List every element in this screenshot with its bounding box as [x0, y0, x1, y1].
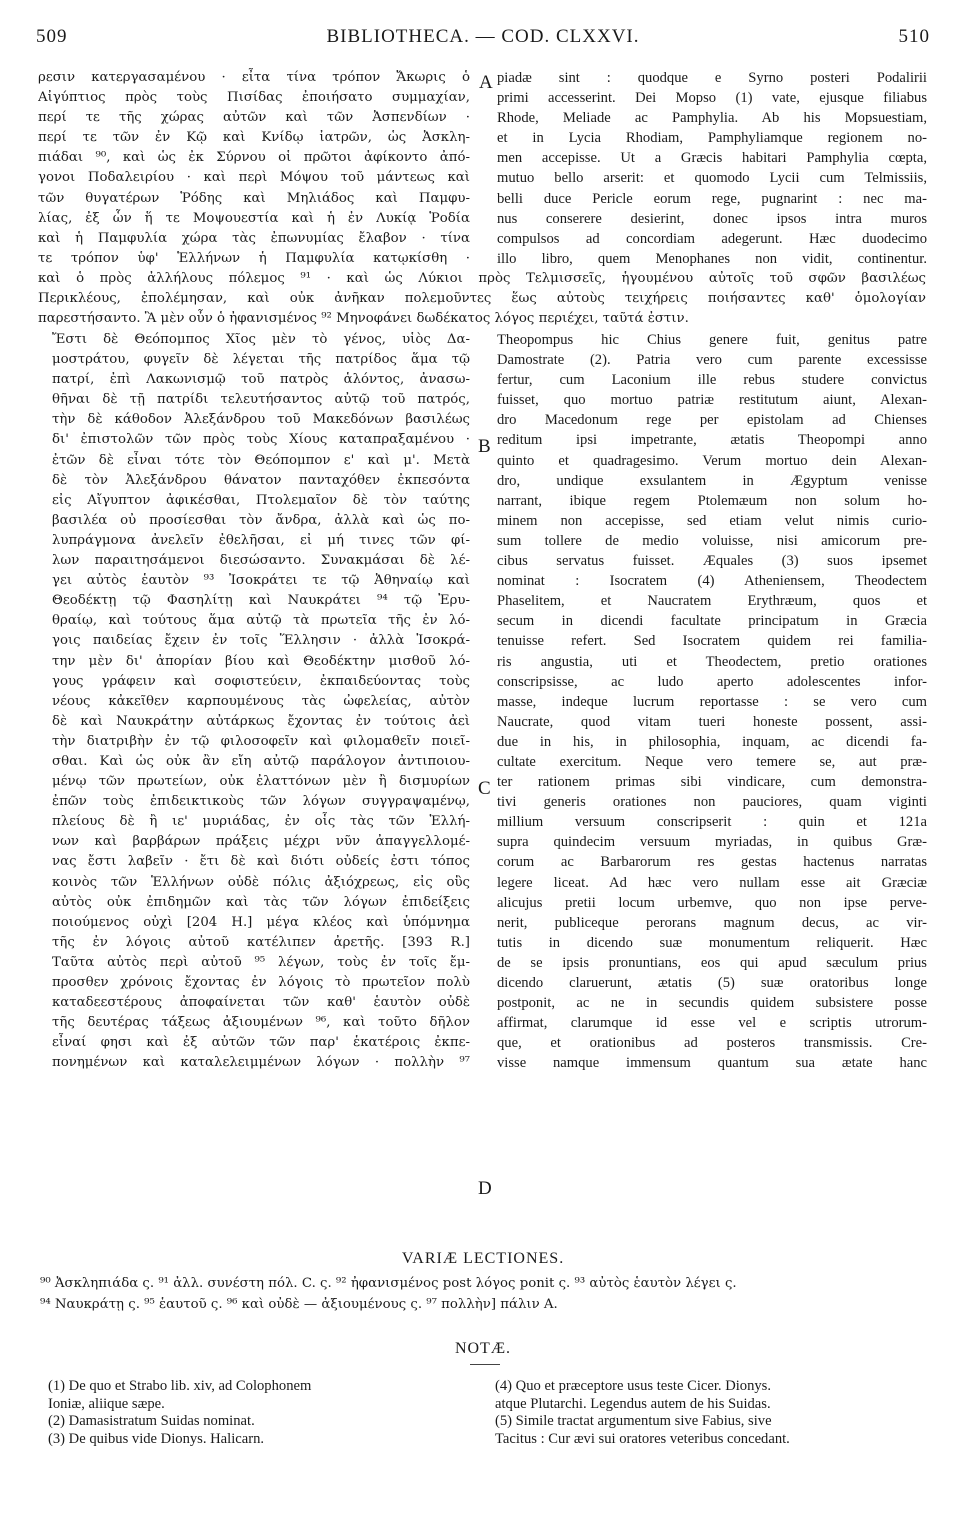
latin-line: affirmat, clarumque id esse vel e scriptis utrorum- [497, 1015, 927, 1032]
latin-line: visse namque immensum quantum sua ætate hanc [497, 1055, 927, 1072]
greek-line: περί τε τῆς χώρας αὐτῶν καὶ τῶν Ἀσπενδίων · [38, 110, 470, 126]
greek-line: Αἰγύπτιος πρὸς τοὺς Πισίδας ἐποιήσατο συμμαχίαν, [38, 90, 470, 106]
latin-line: compulsos ad concordiam adegerunt. Hæc duodecimo [497, 230, 927, 247]
latin-line: millium versuum conscripserit : quin et 121a [497, 814, 927, 831]
latin-line: Naucrate, quod vitam tueri honeste possent, assi- [497, 713, 927, 730]
greek-line: λυπράγμονα ἀνελεῖν ἐθελῆσαι, εἰ μή τινες τῶν φί- [52, 532, 470, 548]
greek-line: προσθεν χρόνοις ἔχοντας ἐν λόγοις τὸ πρωτεῖον πολὺ [52, 975, 470, 990]
latin-line: narrant, ibique regem Ptolemæum non solum ho- [497, 492, 927, 509]
latin-line: cultate exercitum. Neque vero temere se, aut præ- [497, 753, 927, 770]
variant-reading-line: ⁹⁰ Ἀσκληπιάδα ς. ⁹¹ ἀλλ. συνέστη πόλ. C. ς. ⁹² ἠφανισμένος post λόγος ponit ς. ⁹³ αὐτὸς ἑαυτὸν λέγει ς. [40, 1276, 737, 1291]
greek-line: δὲ καὶ Ναυκράτην αὐτάρκως ἔχοντας ἐν τούτοις ἀεὶ [52, 713, 470, 729]
note-line: Ioniæ, aliique sæpe. [48, 1395, 165, 1412]
latin-line: de se ipsis pronuntians, eos qui apud sæculum prius [497, 954, 927, 971]
latin-line: primi accesserint. Dei Mopso (1) vate, ejusque filiabus [497, 90, 927, 107]
greek-line: σθαι. Καὶ ὡς οὐκ ἂν εἴη αὐτῷ παράλογον ἀντιποιου- [52, 753, 470, 769]
greek-line: καὶ ὁ πρὸς ἀλλήλους πόλεμος ⁹¹ · καὶ ὡς Λύκιοι πρὸς Τελμισσεῖς, ἡγουμένου αὐτοῖς τοῦ σφῶν βασιλέως [38, 271, 926, 286]
greek-line: τῶν θυγατέρων Ῥόδης καὶ Μηλιάδος καὶ Παμφυ- [38, 190, 470, 206]
greek-line: ἐτῶν δὲ εἶναι τότε τὸν Θεόπομπον ε' καὶ μ'. Μετὰ [52, 452, 470, 468]
running-title: BIBLIOTHECA. — COD. CLXXVI. [326, 26, 640, 47]
note-line: (1) De quo et Strabo lib. xiv, ad Colophonem [48, 1378, 312, 1394]
greek-line: λων παραιτησάμενοι διεσώσαντο. Συνακμάσαι δὲ λέ- [52, 553, 470, 569]
greek-line: θῆναι δὲ τῇ πατρίδι τελευτήσαντος αὐτῷ τοῦ πατρός, [52, 392, 470, 408]
greek-line: τὴν διατριβὴν ἐν τῷ φιλοσοφεῖν καὶ φιλομαθεῖν ποιεῖ- [52, 733, 470, 749]
sigla-d: D [478, 1178, 492, 1199]
greek-line: εἶναί φησι καὶ ἐξ αὐτῶν τῶν παρ' ἑκατέροις ἐκπε- [52, 1035, 470, 1051]
latin-line: tenuisse refert. Sed Isocratem quidem rei familia- [497, 633, 927, 650]
sigla-a: A [479, 72, 493, 93]
greek-line: γονοι Ποδαλειρίου · καὶ περὶ Μόψου τοῦ μάντεως καὶ [38, 170, 470, 186]
greek-line: καὶ ἡ Παμφυλία χώρα τὰς ἐπωνυμίας ἔλαβον · τίνα [38, 230, 470, 246]
greek-line: βασιλέα οὐ προσίεσθαι τὸν ἄνδρα, ἀλλὰ καὶ ὡς πο- [52, 512, 470, 528]
greek-line: ἐπῶν τοὺς ἐπιδεικτικοὺς τῶν λόγων συγγραψαμένῳ, [52, 794, 470, 810]
variant-reading-line: ⁹⁴ Ναυκράτῃ ς. ⁹⁵ ἑαυτοῦ ς. ⁹⁶ καὶ οὐδὲ — ἀξιουμένους ς. ⁹⁷ πολλὴν] πάλιν A. [40, 1297, 558, 1312]
latin-line: Phaselitem, et Naucratem Erythræum, quos et [497, 593, 927, 610]
latin-line: postponit, ac ne in secundis quidem subsistere posse [497, 995, 927, 1012]
greek-line: γοις παιδείας ἔχειν ἐν τοῖς Ἕλλησιν · ἀλλὰ Ἰσοκρά- [52, 633, 470, 649]
greek-line: Περικλέους, ἐπολέμησαν, καὶ οὐκ ἀνῆκαν πολεμοῦντες ἕως αὐτοὺς τειχήρεις ποιήσαντες καθ' ὁμολογίαν [38, 291, 926, 307]
greek-line: νέους κἀκεῖθεν καρπουμένους τὰς ὠφελείας, αὐτὸν [52, 693, 470, 709]
latin-line: quinto et quadragesimo. Verum mortuo dein Alexan- [497, 452, 927, 469]
latin-line: reditum ipsi impetrante, ætatis Theopompi anno [497, 432, 927, 449]
latin-line: secum in dicendi facultate principatum in Græcia [497, 613, 927, 630]
note-line: (3) De quibus vide Dionys. Halicarn. [48, 1430, 265, 1447]
latin-line: dicendo claruerunt, ætatis (5) suæ oratoribus longe [497, 975, 927, 991]
notae-left-column [48, 1378, 468, 1448]
latin-line: tivi generis orationes non pauciores, quam viginti [497, 794, 927, 811]
notae-right-column [495, 1378, 925, 1448]
greek-line: τὴν δὲ κάθοδον Ἀλεξάνδρου τοῦ Μακεδόνων βασιλέως [52, 412, 470, 428]
greek-line: Θεοδέκτῃ τῷ Φασηλίτῃ καὶ Ναυκράτει ⁹⁴ τῷ Ἐρυ- [52, 593, 470, 609]
latin-line: nus conserere desierint, donec ipsos intra muros [497, 210, 927, 227]
greek-full-width [38, 269, 926, 329]
latin-line: fuisset, quo mortuo patriæ restitutum aiunt, Alexan- [497, 392, 927, 409]
note-line: (4) Quo et præceptore usus teste Cicer. Dionys. [495, 1378, 772, 1394]
greek-line: αὐτὸς οὐκ ἐπιδημῶν καὶ τὰς τῶν λόγων ἐπιδείξεις [52, 894, 470, 910]
greek-line: νων καὶ βαρβάρων πράξεις μέχρι νῦν ἀπαγγελλομέ- [52, 834, 470, 850]
greek-line: ρεσιν κατεργασαμένου · εἶτα τίνα τρόπον Ἄκωρις ὁ [38, 70, 470, 85]
greek-line: πιάδαι ⁹⁰, καὶ ὡς ἐκ Σύρνου οἱ πρῶτοι ἀφίκοντο ἀπό- [38, 150, 470, 166]
latin-line: corum ac Barbarorum res gestas hactenus narratas [497, 854, 927, 871]
notae-rule [470, 1364, 500, 1365]
greek-line: καταδεεστέρους ἀποφαίνεται τῶν καθ' ἑαυτὸν οὐδὲ [52, 995, 470, 1011]
greek-line: Ἔστι δὲ Θεόπομπος Χῖος μὲν τὸ γένος, υἱὸς Δα- [52, 332, 470, 347]
greek-line: ποιούμενος οὐχὶ [204 H.] μέγα κλέος καὶ ὑπόμνημα [52, 914, 470, 930]
latin-line: et in Lycia Rhodiam, Pamphyliamque regionem no- [497, 130, 927, 147]
latin-line: conscripsisse, ac ludo aperto adolescentes infor- [497, 673, 927, 690]
latin-line: Theopompus hic Chius genere fuit, genitus patre [497, 332, 927, 348]
greek-line: την μὲν δι' ἀπορίαν βίου καὶ Θεοδέκτην μισθοῦ λό- [52, 653, 470, 669]
greek-line: μένῳ τῶν πρωτείων, οὐκ ἐλαττόνων μὲν ἢ δισμυρίων [52, 774, 470, 790]
note-line: (5) Simile tractat argumentum sive Fabius, sive [495, 1413, 772, 1429]
greek-line: εἰς Αἴγυπτον ἀφικέσθαι, Πτολεμαῖον δὲ τὸν ταύτης [52, 492, 470, 508]
latin-line: fertur, cum Laconium ille rebus studere convictus [497, 372, 927, 389]
page-number-left: 509 [36, 26, 68, 47]
greek-line: δι' ἐπιστολῶν τῶν πρὸς τοὺς Χίους καταπραξαμένου · [52, 432, 470, 448]
greek-line: πονημένων καὶ καταλελειμμένων λόγων · πολλὴν ⁹⁷ [52, 1055, 470, 1071]
latin-line: nominat : Isocratem (4) Atheniensem, Theodectem [497, 573, 927, 590]
greek-line: νας ἔστι λαβεῖν · ἔτι δὲ καὶ διότι οὐδείς ἐστι τόπος [52, 854, 470, 870]
latin-line: mutuo bello arserit: et quomodo Lycii cum Telmissiis, [497, 170, 927, 187]
latin-line: que, et orationibus ad posteros transmissis. Cre- [497, 1035, 927, 1052]
greek-line: πλείους δὲ ἢ ιε' μυριάδας, ἐν οἷς τὰς τῶν Ἑλλή- [52, 814, 470, 830]
greek-line: θραίῳ, καὶ τούτους ἅμα αὐτῷ τὰ πρωτεῖα τῆς ἐν λό- [52, 613, 470, 629]
latin-line: Damostrate (2). Patria vero cum parente excessisse [497, 352, 927, 369]
latin-line: minem non accepisse, sed etiam velut nimis curio- [497, 512, 927, 529]
latin-line: alicujus pretii locum urbemve, quo non ipse perve- [497, 894, 927, 911]
latin-line: masse, indeque lucrum reportasse : se vero cum [497, 693, 927, 710]
sigla-c: C [478, 778, 491, 799]
greek-line: τε τρόπον ὑφ' Ἑλλήνων ἡ Παμφυλία κατῳκίσθη · [38, 250, 470, 266]
latin-line: tutis in dicendo suæ monumentum reliquerit. Hæc [497, 934, 927, 951]
latin-line: belli duce Pericle eorum rege, pugnarint : nec ma- [497, 190, 927, 207]
greek-line: περί τε τῶν ἐν Κῷ καὶ Κνίδῳ ἰατρῶν, ὡς Ἀσκλη- [38, 130, 470, 146]
latin-line: illo libro, quem Menophanes non vidit, continentur. [497, 250, 927, 267]
latin-line: men accepisse. Ut a Græcis habitari Pamphylia cœpta, [497, 150, 927, 167]
note-line: atque Plutarchi. Legendus autem de his Suidas. [495, 1395, 771, 1412]
greek-line: πατρί, ἐπὶ Λακωνισμῷ τοῦ πατρὸς ἁλόντος, ἀνασω- [52, 372, 470, 388]
page-number-right: 510 [898, 26, 930, 47]
latin-line: dro Macedonum rege per epistolam ad Chienses [497, 412, 927, 429]
greek-line: τῆς δευτέρας τάξεως ἀξιουμένων ⁹⁶, καὶ τοῦτο δῆλον [52, 1015, 470, 1031]
latin-line: cibus servatus fuisset. Æquales (3) suos ipsemet [497, 553, 927, 570]
greek-line: τῆς ἐν λόγοις αὐτοῦ κατέλιπεν ἀρετῆς. [393 R.] [52, 934, 470, 950]
latin-line: supra quindecim versuum myriadas, in quibus Græ- [497, 834, 927, 851]
greek-line: κοινὸς τῶν Ἑλλήνων οὐδὲ πόλις ἀξιόχρεως, εἰς οὓς [52, 874, 470, 890]
greek-column-main [52, 330, 470, 1073]
greek-line: γους γράφειν καὶ σοφιστεύειν, ἐκπαιδεύοντας τοὺς [52, 673, 470, 689]
greek-line: Ταῦτα αὐτὸς περὶ αὐτοῦ ⁹⁵ λέγων, τοὺς ἐν τοῖς ἔμ- [52, 954, 470, 970]
latin-line: dro, undique exsulantem in Ægyptum venisse [497, 472, 927, 489]
notae-heading: NOTÆ. [454, 1340, 512, 1357]
sigla-b: B [478, 436, 491, 457]
latin-line: piadæ sint : quodque e Syrno posteri Podalirii [497, 70, 927, 86]
greek-line: παρεστήσαντο. Ἃ μὲν οὖν ὁ ἠφανισμένος ⁹² Μηνοφάνει δωδέκατος λόγος περιέχει, ταῦτά ἐστιν. [38, 311, 689, 327]
latin-column-top [497, 68, 927, 269]
latin-line: nerit, publiceque perorans magnum decus, ac vir- [497, 914, 927, 931]
greek-line: λίας, ἐξ ὧν ἥ τε Μοψουεστία καὶ ἡ ἐν Λυκίᾳ Ῥοδία [38, 210, 470, 226]
latin-line: due in his, in philosophia, inquam, ac dicendi fa- [497, 733, 927, 750]
latin-line: legere liceat. Ad hæc vero nullam esse ait Græciæ [497, 874, 927, 891]
latin-line: ris angustia, uti et Theodectem, pretio orationes [497, 653, 927, 670]
note-line: Tacitus : Cur ævi sui oratores veteribus concedant. [495, 1430, 790, 1447]
greek-line: γει αὐτὸς ἑαυτὸν ⁹³ Ἰσοκράτει τε τῷ Ἀθηναίῳ καὶ [52, 573, 470, 589]
greek-line: μοστράτου, φυγεῖν δὲ λέγεται τῆς πατρίδος ἅμα τῷ [52, 352, 470, 368]
variae-lines [40, 1273, 926, 1315]
latin-line: Rhode, Meliade ac Pamphylia. Ab his Mopsuestiam, [497, 110, 927, 127]
latin-line: sum tollere de medio voluisse, nisi amicorum pre- [497, 532, 927, 549]
latin-column-main [497, 330, 927, 1073]
variae-heading: VARIÆ LECTIONES. [401, 1250, 565, 1267]
greek-column-top [38, 68, 470, 269]
latin-line: ter rationem primas sibi vindicare, cum demonstra- [497, 774, 927, 791]
greek-line: δὲ τὸν Ἀλεξάνδρου θάνατον πανταχόθεν ἐκπεσόντα [52, 472, 470, 488]
running-header [36, 26, 930, 56]
note-line: (2) Damasistratum Suidas nominat. [48, 1413, 255, 1429]
